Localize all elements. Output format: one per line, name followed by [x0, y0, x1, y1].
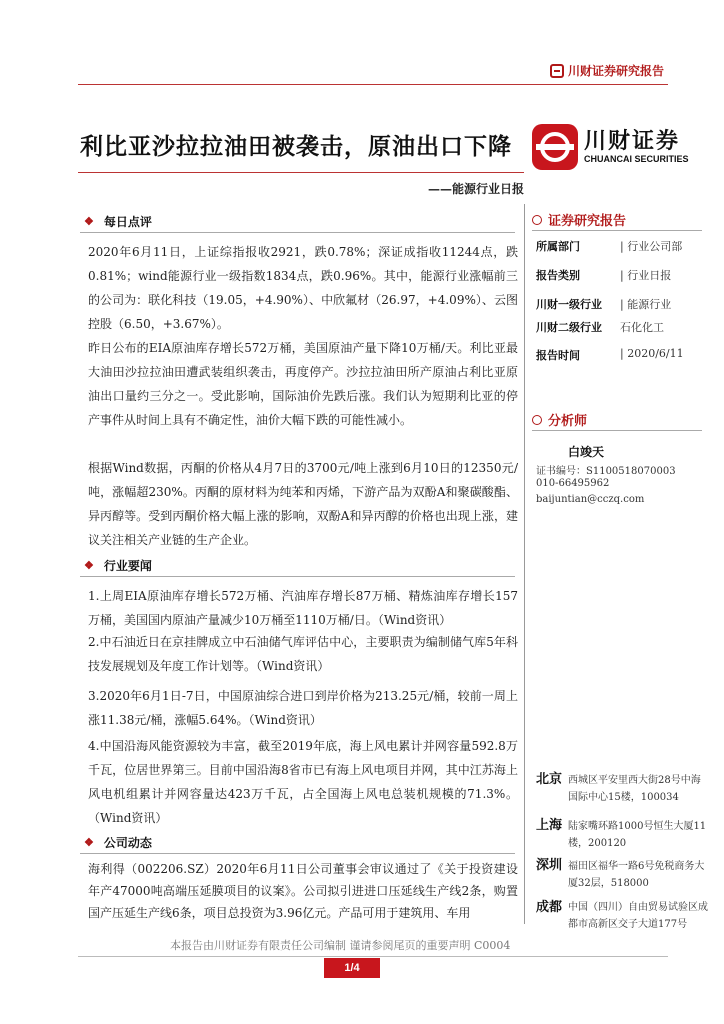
footer-divider [78, 956, 668, 957]
section-rule [80, 853, 515, 854]
report-row [536, 319, 706, 335]
logo-cn-text: 川财证券 [584, 129, 681, 154]
report-row [536, 267, 706, 283]
diamond-icon: ❖ [84, 559, 94, 572]
report-info-heading [532, 210, 626, 229]
analyst-name: 白竣天 [568, 445, 605, 459]
footer-disclaimer: 本报告由川财证券有限责任公司编制 谨请参阅尾页的重要声明 C0004 [170, 939, 511, 952]
diamond-icon: ❖ [84, 215, 94, 228]
report-row-value: | 2020/6/11 [620, 347, 684, 360]
office-address: 西城区平安里西大街28号中海国际中心15楼，100034 [568, 775, 701, 803]
report-row-key: 川财一级行业 [536, 298, 602, 311]
section-rule [80, 576, 515, 577]
circle-bullet-icon [532, 415, 542, 425]
report-row-key: 报告时间 [536, 349, 580, 362]
daily-paragraph-3: 根据Wind数据，丙酮的价格从4月7日的3700元/吨上涨到6月10日的12350元/吨，涨幅超230%。丙酮的原材料为纯苯和丙烯，下游产品为双酚A和聚碳酸酯、异丙醇等。受到丙酮价格大幅上涨的影响，双酚A和异丙醇的价格也出现上涨，建议关注相关产业链的生产企业。 [88, 461, 518, 547]
company-paragraph-1: 海利得（002206.SZ）2020年6月11日公司董事会审议通过了《关于投资建设年产47000吨高端压延膜项目的议案》。公司拟引进进口压延线生产线2条，购置国产压延生产线6条，项目总投资为3.96亿元。产品可用于建筑用、车用 [88, 862, 518, 920]
office-city: 上海 [536, 818, 563, 833]
report-row [536, 347, 706, 363]
news-item-2: 2.中石油近日在京挂牌成立中石油储气库评估中心，主要职责为编制储气库5年科技发展规划及年度工作计划等。（Wind资讯） [88, 635, 518, 673]
report-info-rule [532, 230, 702, 231]
section-company-heading [84, 834, 152, 851]
report-row [536, 238, 706, 254]
company-logo [532, 124, 689, 170]
header-brand-label: 川财证券研究报告 [567, 64, 664, 78]
report-info-title: 证券研究报告 [548, 214, 627, 229]
circle-bullet-icon [532, 215, 542, 225]
diamond-icon: ❖ [84, 836, 94, 849]
header-brand [550, 62, 664, 79]
page-subtitle: ——能源行业日报 [427, 182, 524, 196]
news-item-1: 1.上周EIA原油库存增长572万桶、汽油库存增长87万桶、精炼油库存增长157万桶，美国国内原油产量减少10万桶至1110万桶/日。（Wind资讯） [88, 589, 518, 627]
office-address: 福田区福华一路6号免税商务大厦32层，518000 [568, 861, 705, 889]
chuancai-logo-icon [532, 124, 578, 170]
analyst-phone: 010-66495962 [536, 478, 610, 489]
section-news-title: 行业要闻 [103, 559, 152, 573]
section-rule [80, 232, 515, 233]
page-number: 1/4 [324, 958, 380, 978]
report-row-value: | 行业公司部 [620, 240, 683, 253]
page-title: 利比亚沙拉拉油田被袭击，原油出口下降 [80, 133, 512, 160]
news-item-4: 4.中国沿海风能资源较为丰富，截至2019年底，海上风电累计并网容量592.8万千瓦，位居世界第三。目前中国沿海8省市已有海上风电项目并网，其中江苏海上风电机组累计并网容量达423万千瓦，占全国海上风电总装机规模的71.3%。（Wind资讯） [88, 739, 518, 825]
office-city: 北京 [536, 772, 563, 787]
report-row-key: 川财二级行业 [536, 321, 602, 334]
report-row-key: 所属部门 [536, 240, 580, 253]
daily-paragraph-2: 昨日公布的EIA原油库存增长572万桶，美国原油产量下降10万桶/天。利比亚最大油田沙拉拉油田遭武装组织袭击，再度停产。沙拉拉油田所产原油占利比亚原油出口量约三分之一。受此影响，国际油价先跌后涨。我们认为短期利比亚的停产事件从时间上具有不确定性，油价大幅下跌的可能性减小。 [88, 341, 518, 427]
header-divider [78, 84, 668, 85]
office-address: 陆家嘴环路1000号恒生大厦11楼，200120 [568, 821, 707, 849]
analyst-heading [532, 410, 587, 429]
section-daily-heading [84, 213, 152, 230]
analyst-email[interactable]: baijuntian@cczq.com [536, 494, 645, 505]
office-city: 成都 [536, 900, 563, 915]
section-daily-title: 每日点评 [103, 215, 152, 229]
section-news-heading [84, 557, 152, 574]
news-item-3: 3.2020年6月1日-7日，中国原油综合进口到岸价格为213.25元/桶，较前一周上涨11.38元/桶，涨幅5.64%。（Wind资讯） [88, 689, 518, 727]
column-divider [524, 204, 525, 924]
office-address: 中国（四川）自由贸易试验区成都市高新区交子大道177号 [568, 902, 708, 930]
report-row [536, 296, 706, 312]
brand-logo-icon [550, 64, 564, 78]
analyst-rule [532, 430, 702, 431]
report-row-value: 石化化工 [620, 321, 664, 334]
logo-en-text: CHUANCAI SECURITIES [584, 154, 689, 164]
report-row-value: | 行业日报 [620, 269, 672, 282]
analyst-title: 分析师 [548, 414, 588, 429]
office-city: 深圳 [536, 858, 563, 873]
report-row-value: | 能源行业 [620, 298, 672, 311]
section-company-title: 公司动态 [103, 836, 152, 850]
analyst-cert: 证书编号：S1100518070003 [536, 466, 676, 477]
daily-paragraph-1: 2020年6月11日，上证综指报收2921，跌0.78%；深证成指收11244点，跌0.81%；wind能源行业一级指数1834点，跌0.96%。其中，能源行业涨幅前三的公司为：联化科技（19.05，+4.90%）、中欣氟材（26.97，+4.09%）、云图控股（6.50，+3.67%）。 [88, 245, 518, 331]
title-divider [78, 172, 524, 173]
report-row-key: 报告类别 [536, 269, 580, 282]
